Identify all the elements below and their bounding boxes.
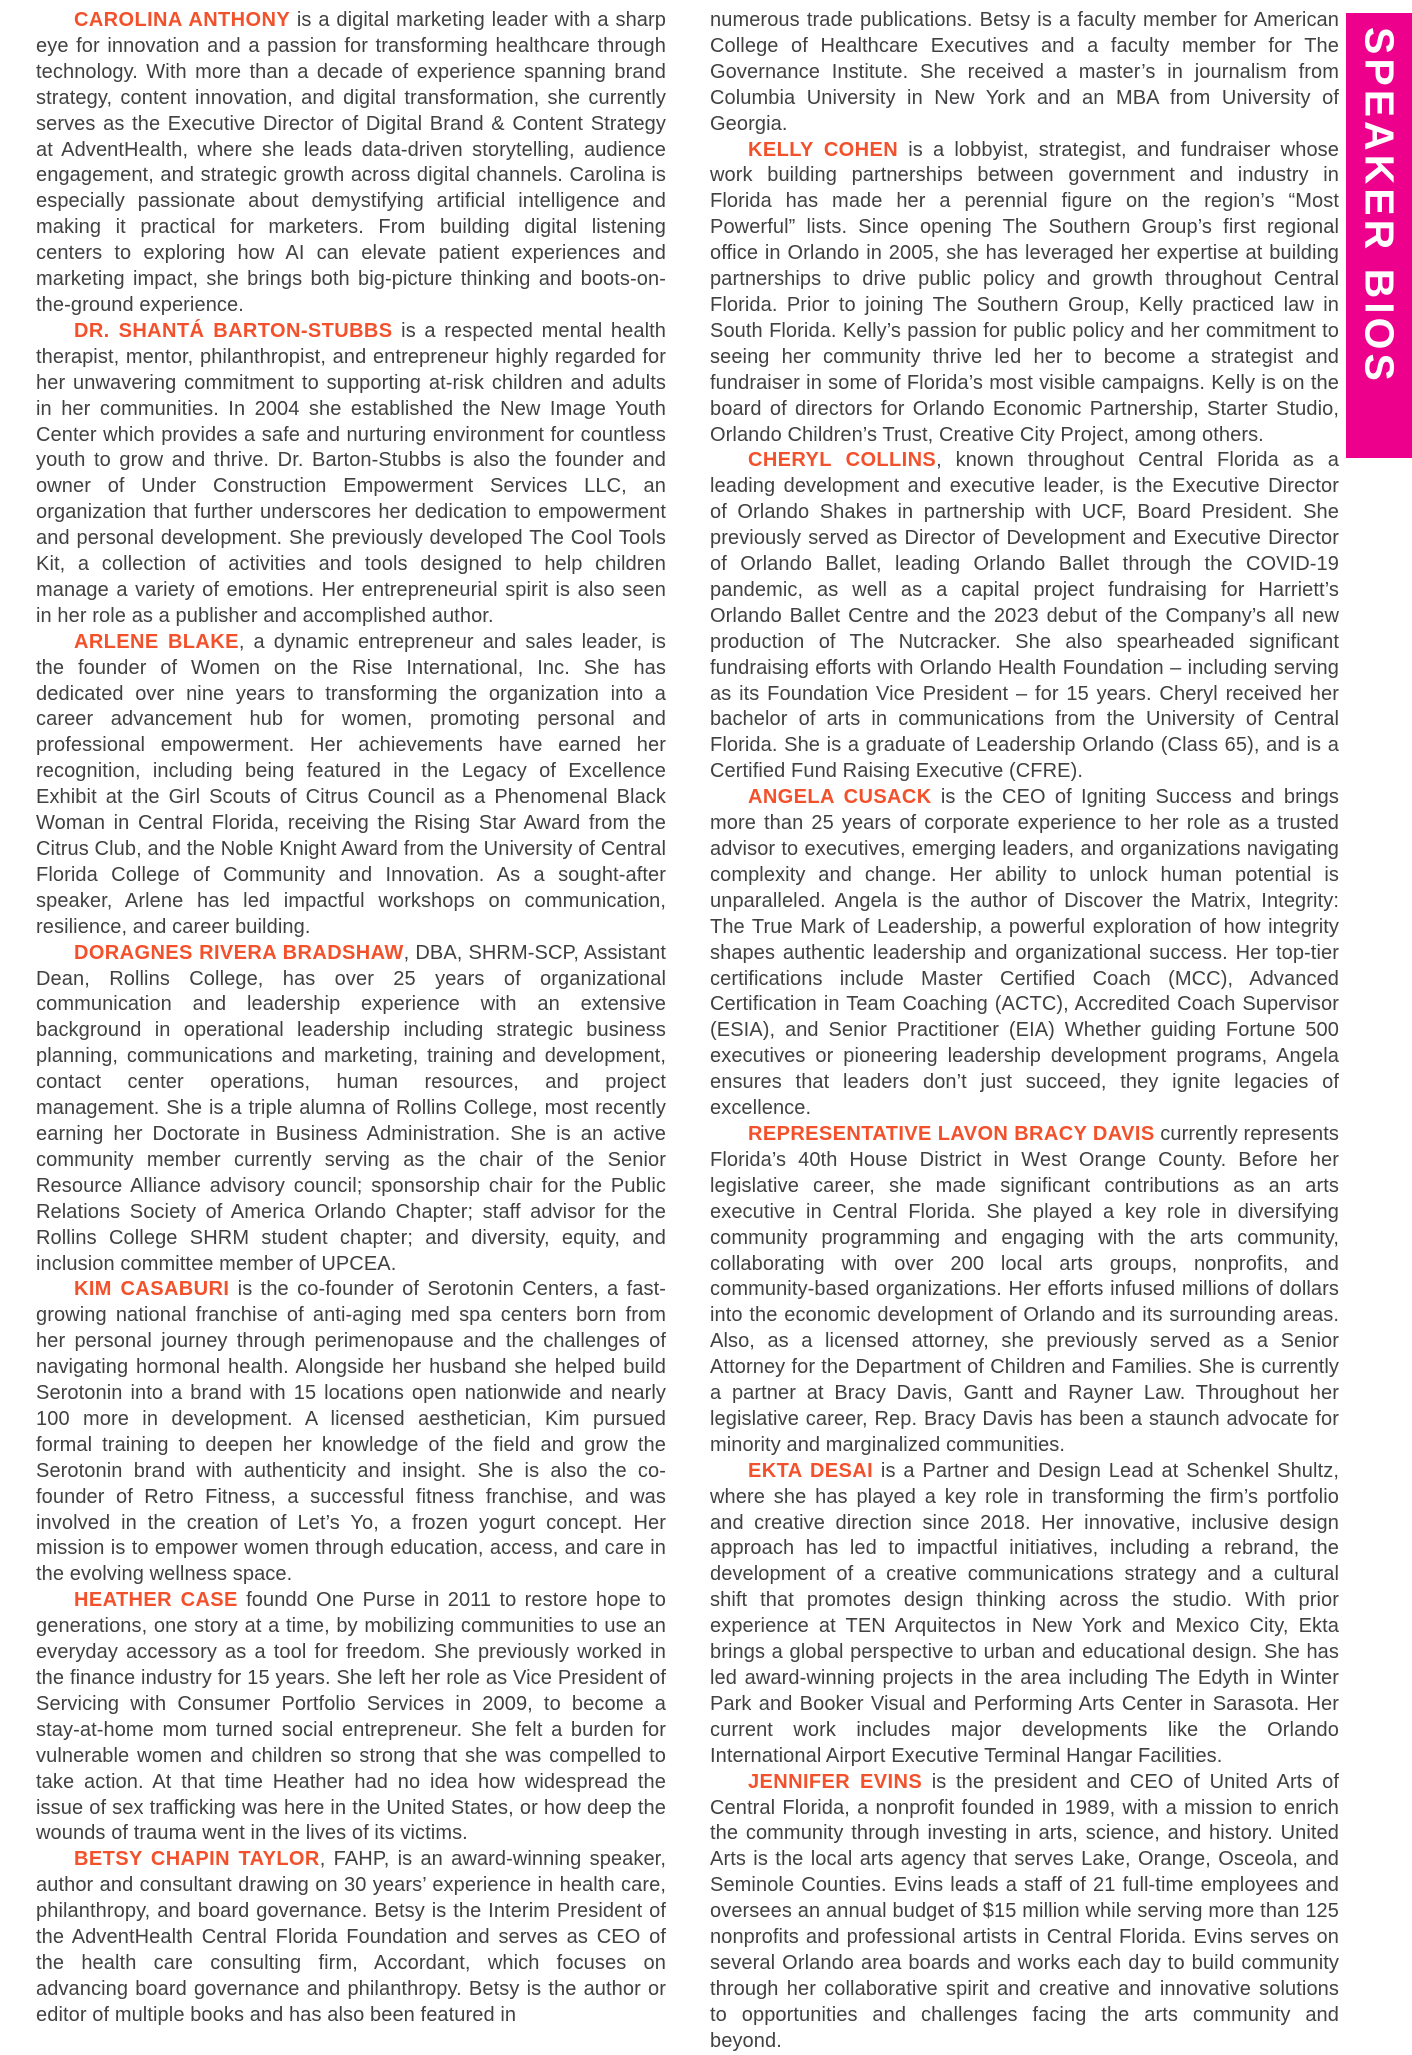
- bios-column-right: [710, 8, 1339, 2055]
- bio-paragraph: [36, 941, 666, 1278]
- speaker-name: KIM CASABURI: [74, 1278, 230, 1301]
- bio-text: is a Partner and Design Lead at Schenkel Shultz, where she has played a key role in transforming the firm’s portfolio and creative direction since 2018. Her innovative, inclusive design approach has led to impactful initiatives, including a rebrand, the development of a creative communications strategy and a cultural shift that promotes design thinking across the studio. With prior experience at TEN Arquitectos in New York and Mexico City, Ekta brings a global perspective to urban and educational design. She has led award-winning projects in the area including The Edyth in Winter Park and Booker Visual and Performing Arts Center in Sarasota. Her current work includes major developments like the Orlando International Airport Executive Terminal Hangar Facilities.: [710, 1459, 1339, 1767]
- bio-text: numerous trade publications. Betsy is a faculty member for American College of Healthcare Executives and a faculty member for The Governance Institute. She received a master’s in journalism from Columbia University in New York and an MBA from University of Georgia.: [710, 9, 1339, 135]
- bio-text: , a dynamic entrepreneur and sales leader, is the founder of Women on the Rise International, Inc. She has dedicated over nine years to transforming the organization into a career advancement hub for women, promoting personal and professional empowerment. Her achievements have earned her recognition, including being featured in the Legacy of Excellence Exhibit at the Girl Scouts of Citrus Council as a Phenomenal Black Woman in Central Florida, receiving the Rising Star Award from the Citrus Club, and the Noble Knight Award from the University of Central Florida College of Community and Innovation. As a sought-after speaker, Arlene has led impactful workshops on communication, resilience, and career building.: [36, 630, 666, 938]
- bio-text: , known throughout Central Florida as a leading development and executive leader, is the Executive Director of Orlando Shakes in partnership with UCF, Board President. She previously served as Director of Development and Executive Director of Orlando Ballet, leading Orlando Ballet through the COVID-19 pandemic, as well as a capital project fundraising for Harriett’s Orlando Ballet Centre and the 2023 debut of the Company’s all new production of The Nutcracker. She also spearheaded significant fundraising efforts with Orlando Health Foundation – including serving as its Foundation Vice President – for 15 years. Cheryl received her bachelor of arts in communications from the University of Central Florida. She is a graduate of Leadership Orlando (Class 65), and is a Certified Fund Raising Executive (CFRE).: [710, 449, 1339, 783]
- bio-paragraph: [710, 785, 1339, 1122]
- bio-paragraph: [36, 1277, 666, 1588]
- speaker-name: DORAGNES RIVERA BRADSHAW: [74, 941, 404, 964]
- bio-paragraph: [36, 1847, 666, 2028]
- bio-paragraph: [710, 138, 1339, 449]
- bio-text: is the CEO of Igniting Success and brings more than 25 years of corporate experience to her role as a trusted advisor to executives, emerging leaders, and organizations navigating complexity and change. Her ability to unlock human potential is unparalleled. Angela is the author of Discover the Matrix, Integrity: The True Mark of Leadership, a powerful exploration of how integrity shapes authentic leadership and organizational success. Her top-tier certifications include Master Certified Coach (MCC), Advanced Certification in Team Coaching (ACTC), Accredited Coach Supervisor (ESIA), and Senior Practitioner (EIA) Whether guiding Fortune 500 executives or pioneering leadership development programs, Angela ensures that leaders don’t just succeed, they ignite legacies of excellence.: [710, 786, 1340, 1120]
- bio-text: is a digital marketing leader with a sharp eye for innovation and a passion for transforming healthcare through technology. With more than a decade of experience spanning brand strategy, content innovation, and digital transformation, she currently serves as the Executive Director of Digital Brand & Content Strategy at AdventHealth, where she leads data-driven storytelling, audience engagement, and strategic growth across digital channels. Carolina is especially passionate about demystifying artificial intelligence and making it practical for marketers. From building digital listening centers to exploring how AI can elevate patient experiences and marketing impact, she brings both big-picture thinking and boots-on-the-ground experience.: [36, 9, 667, 316]
- speaker-name: CHERYL COLLINS: [748, 449, 937, 472]
- speaker-name: BETSY CHAPIN TAYLOR: [74, 1848, 320, 1871]
- speaker-bios-banner: [1346, 13, 1412, 458]
- bio-text: is the co-founder of Serotonin Centers, a fast-growing national franchise of anti-aging med spa centers born from her personal journey through perimenopause and the challenges of navigating hormonal health. Alongside her husband she helped build Serotonin into a brand with 15 locations open nationwide and nearly 100 more in development. A licensed aesthetician, Kim pursued formal training to deepen her knowledge of the field and grow the Serotonin brand with authenticity and insight. She is also the co-founder of Retro Fitness, a successful fitness franchise, and was involved in the creation of Let’s Yo, a frozen yogurt concept. Her mission is to empower women through education, access, and care in the evolving wellness space.: [36, 1278, 667, 1586]
- bio-paragraph: [710, 1122, 1339, 1459]
- bio-text: foundd One Purse in 2011 to restore hope to generations, one story at a time, by mobilizing communities to use an everyday accessory as a tool for freedom. She previously worked in the finance industry for 15 years. She left her role as Vice President of Servicing with Consumer Portfolio Services in 2009, to become a stay-at-home mom turned social entrepreneur. She felt a burden for vulnerable women and children so strong that she was compelled to take action. At that time Heather had no idea how widespread the issue of sex trafficking was here in the United States, or how deep the wounds of trauma went in the lives of its victims.: [36, 1589, 667, 1845]
- bio-paragraph: [710, 448, 1339, 785]
- bios-column-left: [36, 8, 666, 2029]
- bio-paragraph: [710, 8, 1339, 138]
- bio-paragraph: [36, 8, 666, 319]
- bio-text: currently represents Florida’s 40th House District in West Orange County. Before her legislative career, she made significant contributions as an arts executive in Central Florida. She played a key role in diversifying community programming and engaging with the arts community, collaborating with over 200 local arts groups, nonprofits, and community-based organizations. Her efforts infused millions of dollars into the economic development of Orlando and its surrounding areas. Also, as a licensed attorney, she previously served as a Senior Attorney for the Department of Children and Families. She is currently a partner at Bracy Davis, Gantt and Rayner Law. Throughout her legislative career, Rep. Bracy Davis has been a staunch advocate for minority and marginalized communities.: [710, 1122, 1339, 1456]
- bio-text: , DBA, SHRM-SCP, Assistant Dean, Rollins College, has over 25 years of organizational communication and leadership experience with an extensive background in operational leadership including strategic business planning, communications and marketing, training and development, contact center operations, human resources, and project management. She is a triple alumna of Rollins College, most recently earning her Doctorate in Business Administration. She is an active community member currently serving as the chair of the Senior Resource Alliance advisory council; sponsorship chair for the Public Relations Society of America Orlando Chapter; staff advisor for the Rollins College SHRM student chapter; and diversity, equity, and inclusion committee member of UPCEA.: [36, 941, 666, 1275]
- bio-text: , FAHP, is an award-winning speaker, author and consultant drawing on 30 years’ experience in health care, philanthropy, and board governance. Betsy is the Interim President of the AdventHealth Central Florida Foundation and serves as CEO of the health care consulting firm, Accordant, which focuses on advancing board governance and philanthropy. Betsy is the author or editor of multiple books and has also been featured in: [36, 1848, 667, 2026]
- banner-label: SPEAKER BIOS: [1356, 27, 1403, 385]
- speaker-name: HEATHER CASE: [74, 1589, 238, 1612]
- bio-paragraph: [36, 319, 666, 630]
- speaker-name: ARLENE BLAKE: [74, 630, 239, 653]
- bio-text: is a lobbyist, strategist, and fundraiser whose work building partnerships between government and industry in Florida has made her a perennial figure on the region’s “Most Powerful” lists. Since opening The Southern Group’s first regional office in Orlando in 2005, she has leveraged her expertise at building partnerships to drive public policy and growth throughout Central Florida. Prior to joining The Southern Group, Kelly practiced law in South Florida. Kelly’s passion for public policy and her commitment to seeing her community thrive led her to become a strategist and fundraiser in some of Florida’s most visible campaigns. Kelly is on the board of directors for Orlando Economic Partnership, Starter Studio, Orlando Children’s Trust, Creative City Project, among others.: [710, 138, 1339, 446]
- speaker-name: DR. SHANTÁ BARTON-STUBBS: [74, 319, 393, 342]
- bio-paragraph: [36, 1588, 666, 1847]
- speaker-name: REPRESENTATIVE LAVON BRACY DAVIS: [748, 1122, 1155, 1145]
- bio-text: is the president and CEO of United Arts of Central Florida, a nonprofit founded in 1989, with a mission to enrich the community through investing in arts, science, and history. United Arts is the local arts agency that serves Lake, Orange, Osceola, and Seminole Counties. Evins leads a staff of 21 full-time employees and oversees an annual budget of $15 million while serving more than 125 nonprofits and professional artists in Central Florida. Evins serves on several Orlando area boards and works each day to build community through her collaborative spirit and creative and innovative solutions to opportunities and challenges facing the arts community and beyond.: [710, 1770, 1339, 2052]
- speaker-name: KELLY COHEN: [748, 138, 899, 161]
- bio-paragraph: [710, 1770, 1339, 2055]
- bio-text: is a respected mental health therapist, mentor, philanthropist, and entrepreneur highly regarded for her unwavering commitment to supporting at-risk children and adults in her communities. In 2004 she established the New Image Youth Center which provides a safe and nurturing environment for countless youth to grow and thrive. Dr. Barton-Stubbs is also the founder and owner of Under Construction Empowerment Services LLC, an organization that further underscores her dedication to empowerment and personal development. She previously developed The Cool Tools Kit, a collection of activities and tools designed to help children manage a variety of emotions. Her entrepreneurial spirit is also seen in her role as a publisher and accomplished author.: [36, 319, 666, 627]
- speaker-name: ANGELA CUSACK: [748, 786, 932, 809]
- speaker-name: JENNIFER EVINS: [748, 1770, 923, 1793]
- speaker-name: CAROLINA ANTHONY: [74, 9, 291, 31]
- bio-paragraph: [36, 630, 666, 941]
- bio-paragraph: [710, 1459, 1339, 1770]
- speaker-name: EKTA DESAI: [748, 1459, 874, 1482]
